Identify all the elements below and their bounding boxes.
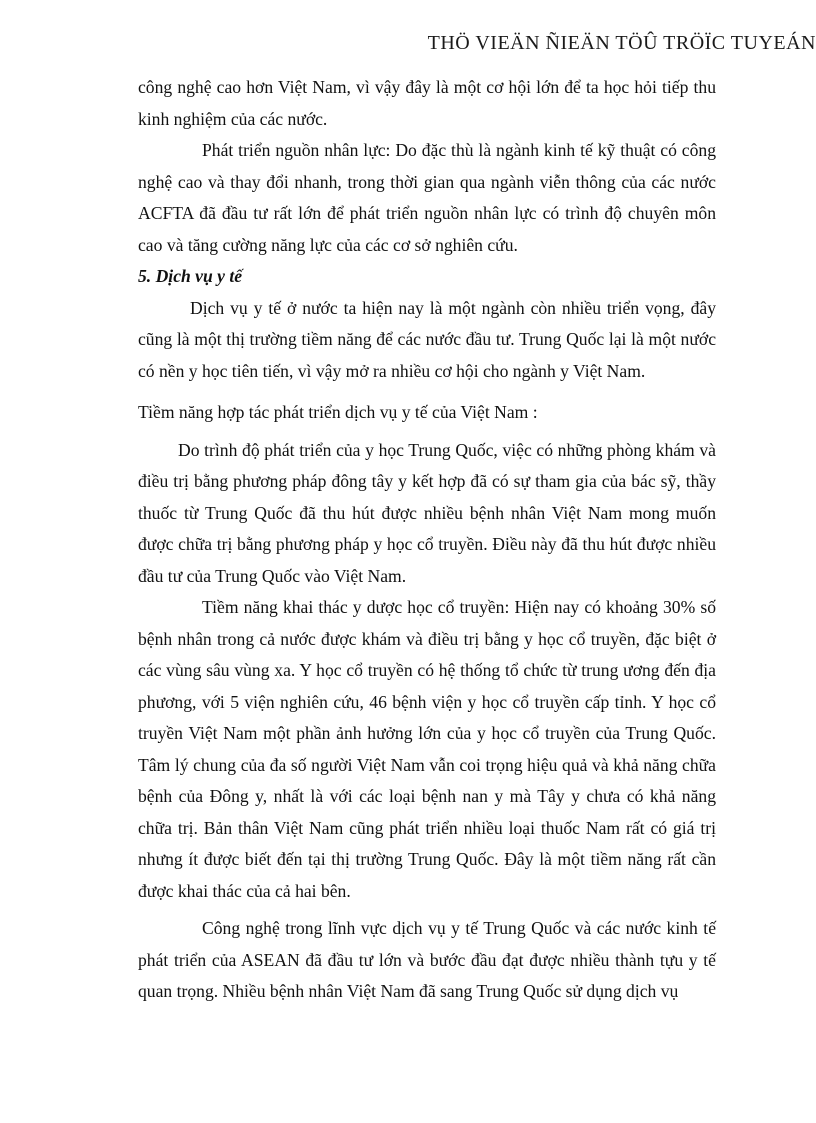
paragraph-chinese-medicine: Do trình độ phát triển của y học Trung Quốc, việc có những phòng khám và điều trị bằng phương pháp đông tây y kết hợp đã có sự tham gia của bác sỹ, thầy thuốc từ Trung Quốc đã thu hút được nhiều bệnh nhân Việt Nam mong muốn được chữa trị bằng phương pháp y học cổ truyền. Điều này đã thu hút được nhiều đầu tư của Trung Quốc vào Việt Nam. (138, 439, 716, 586)
paragraph-technology: Công nghệ trong lĩnh vực dịch vụ y tế Trung Quốc và các nước kinh tế phát triển của ASEAN đã đầu tư lớn và bước đầu đạt được nhiều thành tựu y tế quan trọng. Nhiều bệnh nhân Việt Nam đã sang Trung Quốc sử dụng dịch vụ (138, 918, 716, 1001)
document-body (138, 72, 716, 1008)
paragraph-health-intro: Dịch vụ y tế ở nước ta hiện nay là một ngành còn nhiều triển vọng, đây cũng là một thị trường tiềm năng để các nước đầu tư. Trung Quốc lại là một nước có nền y học tiên tiến, vì vậy mở ra nhiều cơ hội cho ngành y Việt Nam. (138, 297, 716, 381)
paragraph-traditional-medicine: Tiềm năng khai thác y dược học cổ truyền: Hiện nay có khoảng 30% số bệnh nhân trong cả nước được khám và điều trị bằng y học cổ truyền, đặc biệt ở các vùng sâu vùng xa. Y học cổ truyền có hệ thống tổ chức từ trung ương đến địa phương, với 5 viện nghiên cứu, 46 bệnh viện y học cổ truyền cấp tỉnh. Y học cổ truyền Việt Nam một phần ảnh hưởng lớn của y học cổ truyền của Trung Quốc. Tâm lý chung của đa số người Việt Nam vẫn coi trọng hiệu quả và khả năng chữa bệnh của Đông y, nhất là với các loại bệnh nan y mà Tây y chưa có khả năng chữa trị. Bản thân Việt Nam cũng phát triển nhiều loại thuốc Nam rất có giá trị nhưng ít được biết đến tại thị trường Trung Quốc. Đây là một tiềm năng rất cần được khai thác của cả hai bên. (138, 597, 716, 901)
paragraph-potential-title: Tiềm năng hợp tác phát triển dịch vụ y tế của Việt Nam : (138, 402, 538, 422)
page-header: THÖ VIEÄN ÑIEÄN TÖÛ TRÖÏC TUYEÁN (427, 32, 816, 54)
section-heading-health-services: 5. Dịch vụ y tế (138, 266, 243, 286)
paragraph-human-resources: Phát triển nguồn nhân lực: Do đặc thù là ngành kinh tế kỹ thuật có công nghệ cao và thay đổi nhanh, trong thời gian qua ngành viễn thông của các nước ACFTA đã đầu tư rất lớn để phát triển nguồn nhân lực có trình độ chuyên môn cao và tăng cường năng lực của các cơ sở nghiên cứu. (138, 140, 716, 255)
paragraph-continuation: công nghệ cao hơn Việt Nam, vì vậy đây là một cơ hội lớn để ta học hỏi tiếp thu kinh nghiệm của các nước. (138, 77, 716, 129)
